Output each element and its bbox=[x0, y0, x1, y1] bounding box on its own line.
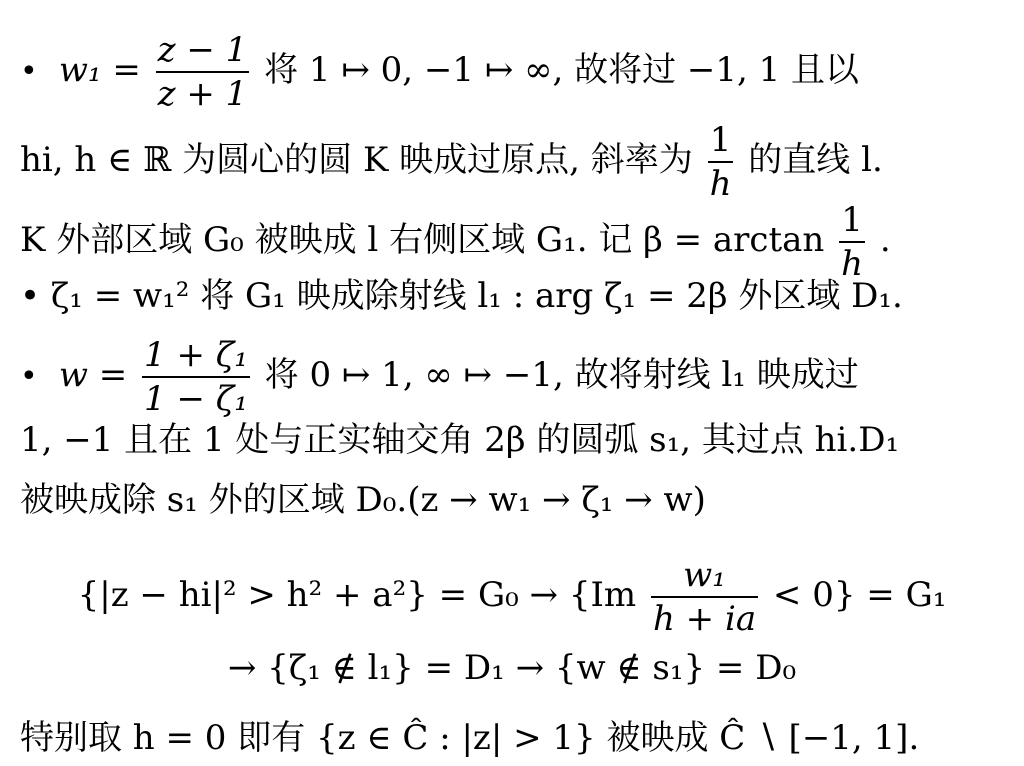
fraction-denominator: h + ia bbox=[652, 599, 757, 639]
fraction-bar bbox=[142, 376, 250, 378]
bullet: • bbox=[20, 54, 38, 89]
line-3-text-a: K 外部区域 G₀ 被映成 l 右侧区域 G₁. 记 β = arctan bbox=[20, 220, 825, 260]
line-2-text-a: hi, h ∈ ℝ 为圆心的圆 K 映成过原点, 斜率为 bbox=[20, 140, 693, 180]
fraction-z bbox=[156, 30, 250, 114]
line-8-text-a: {|z − hi|² > h² + a²} = G₀ → {Im bbox=[77, 575, 637, 615]
fraction-im bbox=[651, 555, 758, 639]
fraction-bar bbox=[708, 161, 734, 163]
line-2-text-b: 的直线 l. bbox=[748, 140, 883, 180]
line-7: 被映成除 s₁ 外的区域 D₀.(z → w₁ → ζ₁ → w) bbox=[20, 480, 706, 520]
fraction-arctan bbox=[839, 200, 865, 284]
fraction-numerator: 1 bbox=[709, 120, 732, 160]
fraction-numerator: w₁ bbox=[683, 555, 726, 595]
line-8-text-b: < 0} = G₁ bbox=[772, 575, 947, 615]
fraction-denominator: 1 − ζ₁ bbox=[144, 379, 248, 419]
w1-label: w₁ = bbox=[58, 50, 141, 90]
line-1 bbox=[20, 30, 1004, 114]
fraction-denominator: z + 1 bbox=[157, 74, 248, 114]
fraction-numerator: 1 bbox=[841, 200, 863, 240]
fraction-slope bbox=[708, 120, 734, 204]
fraction-denominator: h bbox=[709, 164, 732, 204]
line-6: 1, −1 且在 1 处与正实轴交角 2β 的圆弧 s₁, 其过点 hi.D₁ bbox=[20, 420, 900, 460]
line-3-text-b: . bbox=[879, 220, 891, 260]
line-5-text: 将 0 ↦ 1, ∞ ↦ −1, 故将射线 l₁ 映成过 bbox=[264, 355, 859, 395]
line-9: → {ζ₁ ∉ l₁} = D₁ → {w ∉ s₁} = D₀ bbox=[227, 648, 797, 688]
line-8 bbox=[0, 555, 1024, 639]
line-10: 特别取 h = 0 即有 {z ∈ Ĉ : |z| > 1} 被映成 Ĉ ∖ [−1, 1]. bbox=[20, 718, 920, 758]
fraction-denominator: h bbox=[841, 244, 863, 284]
fraction-bar bbox=[651, 596, 758, 598]
fraction-zeta bbox=[142, 335, 250, 419]
line-2 bbox=[20, 120, 1004, 204]
line-3 bbox=[20, 200, 1004, 284]
line-4: • ζ₁ = w₁² 将 G₁ 映成除射线 l₁ : arg ζ₁ = 2β 外区域 D₁. bbox=[20, 276, 903, 316]
fraction-bar bbox=[839, 241, 865, 243]
line-1-text: 将 1 ↦ 0, −1 ↦ ∞, 故将过 −1, 1 且以 bbox=[264, 50, 860, 90]
fraction-numerator: 1 + ζ₁ bbox=[144, 335, 248, 375]
fraction-bar bbox=[156, 71, 250, 73]
bullet: • bbox=[20, 359, 38, 394]
line-5 bbox=[20, 335, 1004, 419]
w-label: w = bbox=[58, 355, 128, 395]
fraction-numerator: z − 1 bbox=[157, 30, 248, 70]
